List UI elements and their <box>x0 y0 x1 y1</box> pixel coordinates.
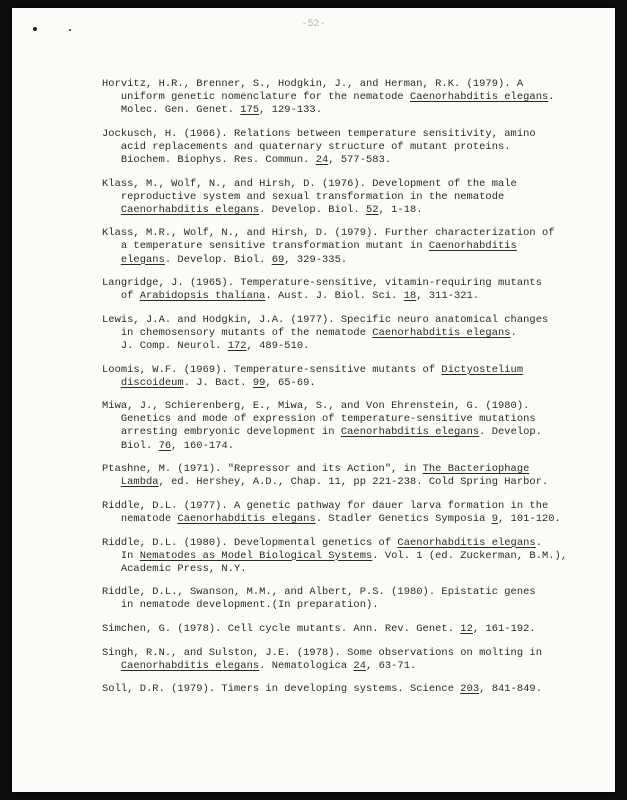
reference-line <box>102 154 572 167</box>
reference-text <box>102 377 121 389</box>
reference-text: . Nematologica <box>259 659 354 672</box>
underlined-text: 24 <box>315 153 329 166</box>
underlined-text: discoideum <box>120 376 184 389</box>
reference-text: J. Comp. Neurol. <box>102 340 228 352</box>
reference-entry <box>102 364 572 390</box>
reference-text: , ed. Hershey, A.D., Chap. 11, pp 221-238. Cold Spring Harbor. <box>158 476 549 489</box>
reference-text: Horvitz, H.R., Brenner, S., Hodgkin, J., and Herman, R.K. (1979). A <box>102 78 524 90</box>
reference-text <box>102 660 121 672</box>
reference-entry <box>102 623 572 636</box>
reference-text: , 311-321. <box>416 290 480 303</box>
reference-line <box>102 128 572 141</box>
reference-line <box>102 623 572 636</box>
underlined-text: 52 <box>366 203 379 216</box>
reference-line <box>102 500 572 513</box>
reference-line <box>102 364 572 377</box>
reference-entry <box>102 78 572 117</box>
reference-text: Ptashne, M. (1971). "Repressor and its Action", in <box>102 463 423 476</box>
reference-line <box>102 104 572 117</box>
reference-line <box>102 191 572 204</box>
reference-text: Loomis, W.F. (1969). Temperature-sensitive mutants of <box>102 363 442 376</box>
reference-text: Klass, M., Wolf, N., and Hirsh, D. (1976). Development of the male <box>102 177 517 190</box>
reference-entry <box>102 463 572 489</box>
reference-line <box>102 240 572 253</box>
reference-line <box>102 426 572 439</box>
reference-entry <box>102 537 572 576</box>
reference-text: . Aust. J. Biol. Sci. <box>265 290 404 303</box>
reference-line <box>102 463 572 476</box>
underlined-text: 69 <box>271 253 285 266</box>
reference-text: in nematode development.(In preparation). <box>102 599 379 612</box>
reference-text: . Stadler Genetics Symposia <box>315 512 492 525</box>
reference-entry <box>102 500 572 526</box>
reference-text: . <box>548 91 555 104</box>
reference-text: in chemosensory mutants of the nematode <box>102 326 373 339</box>
reference-text: nematode <box>102 512 178 525</box>
reference-text: , 160-174. <box>171 439 235 452</box>
reference-line <box>102 599 572 612</box>
reference-text: . <box>510 326 517 339</box>
reference-text <box>102 476 121 488</box>
reference-text: . J. Bact. <box>183 376 253 389</box>
reference-line <box>102 314 572 327</box>
document-page <box>12 8 615 792</box>
underlined-text: 76 <box>158 439 172 452</box>
underlined-text: 9 <box>491 512 499 525</box>
underlined-text: Caenorhabditis elegans <box>372 326 511 339</box>
reference-line <box>102 377 572 390</box>
reference-line <box>102 440 572 453</box>
reference-text: , 63-71. <box>366 659 417 672</box>
reference-text: Simchen, G. (1978). Cell cycle mutants. Ann. Rev. Genet. <box>102 623 461 635</box>
underlined-text: Arabidopsis thaliana <box>139 290 266 303</box>
reference-text: , 577-583. <box>328 153 392 166</box>
reference-line <box>102 327 572 340</box>
reference-text: Biochem. Biophys. Res. Commun. <box>102 153 316 166</box>
reference-text: Miwa, J., Schierenberg, E., Miwa, S., and Von Ehrenstein, G. (1980). <box>102 400 530 413</box>
reference-text: Klass, M.R., Wolf, N., and Hirsh, D. (1979). Further characterization of <box>102 227 555 240</box>
reference-line <box>102 413 572 426</box>
reference-text: Jockusch, H. (1966). Relations between temperature sensitivity, amino <box>102 127 536 140</box>
reference-line <box>102 91 572 104</box>
reference-text: , 129-133. <box>259 104 322 117</box>
reference-text: Langridge, J. (1965). Temperature-sensitive, vitamin-requiring mutants <box>102 277 542 290</box>
reference-text: Lewis, J.A. and Hodgkin, J.A. (1977). Specific neuro anatomical changes <box>102 313 549 326</box>
reference-entry <box>102 314 572 353</box>
reference-line <box>102 476 572 489</box>
underlined-text: 203 <box>460 683 480 696</box>
reference-line <box>102 204 572 217</box>
reference-text: Singh, R.N., and Sulston, J.E. (1978). Some observations on molting in <box>102 646 542 659</box>
reference-text: Biol. <box>102 439 159 452</box>
reference-text <box>102 204 121 216</box>
underlined-text: elegans <box>120 253 165 266</box>
reference-line <box>102 550 572 563</box>
reference-entry <box>102 400 572 452</box>
reference-entry <box>102 128 572 167</box>
reference-line <box>102 400 572 413</box>
reference-text: arresting embryonic development in <box>102 426 341 439</box>
reference-line <box>102 647 572 660</box>
reference-text: , 65-69. <box>265 376 316 389</box>
reference-line <box>102 254 572 267</box>
reference-text: , 841-849. <box>479 683 542 696</box>
reference-line <box>102 660 572 673</box>
underlined-text: 24 <box>353 659 366 672</box>
reference-text: . Develop. Biol. <box>259 203 366 216</box>
underlined-text: Dictyostelium <box>441 363 524 376</box>
reference-text: Riddle, D.L. (1980). Developmental genetics of <box>102 536 398 549</box>
reference-text: , 489-510. <box>246 340 310 352</box>
reference-text: Riddle, D.L. (1977). A genetic pathway for dauer larva formation in the <box>102 499 549 512</box>
underlined-text: 12 <box>460 623 473 635</box>
underlined-text: Caenorhabditis elegans <box>397 536 536 549</box>
reference-line <box>102 537 572 550</box>
page-number: -52- <box>301 19 326 30</box>
reference-entry <box>102 178 572 217</box>
reference-text: . Develop. Biol. <box>164 253 272 266</box>
reference-line <box>102 178 572 191</box>
reference-text: . Vol. 1 (ed. Zuckerman, B.M.), <box>372 549 568 562</box>
reference-line <box>102 78 572 91</box>
reference-entry <box>102 277 572 303</box>
reference-entry <box>102 683 572 696</box>
reference-text: reproductive system and sexual transformation in the nematode <box>102 190 505 203</box>
reference-line <box>102 227 572 240</box>
reference-text: , 329-335. <box>284 253 348 266</box>
reference-line <box>102 563 572 576</box>
reference-text: acid replacements and quaternary structure of mutant proteins. <box>102 140 511 153</box>
reference-text: In <box>102 549 140 562</box>
reference-entry <box>102 586 572 612</box>
reference-line <box>102 277 572 290</box>
reference-entry <box>102 227 572 266</box>
reference-text: . Develop. <box>479 426 542 439</box>
underlined-text: 172 <box>227 340 247 352</box>
reference-text: Academic Press, N.Y. <box>102 562 247 575</box>
reference-text: Genetics and mode of expression of temperature-sensitive mutations <box>102 413 536 426</box>
reference-text: Riddle, D.L., Swanson, M.M., and Albert, P.S. (1980). Epistatic genes <box>102 586 536 599</box>
underlined-text: Caenorhabditis elegans <box>340 426 480 439</box>
underlined-text: Caenorhabditis elegans <box>409 91 549 104</box>
reference-text: of <box>102 290 140 303</box>
reference-text: , 161-192. <box>472 623 536 635</box>
reference-text: , 101-120. <box>498 512 561 525</box>
reference-text: . <box>535 536 542 549</box>
underlined-text: Caenorhabditis elegans <box>120 659 260 672</box>
reference-line <box>102 513 572 526</box>
reference-text: Molec. Gen. Genet. <box>102 104 241 117</box>
underlined-text: Nematodes as Model Biological Systems <box>139 549 373 562</box>
reference-line <box>102 586 572 599</box>
underlined-text: The Bacteriophage <box>422 463 530 476</box>
reference-text: uniform genetic nomenclature for the nematode <box>102 91 410 104</box>
underlined-text: 99 <box>252 376 266 389</box>
reference-line <box>102 141 572 154</box>
reference-line <box>102 290 572 303</box>
reference-line <box>102 683 572 696</box>
reference-entry <box>102 647 572 673</box>
reference-text: Soll, D.R. (1979). Timers in developing systems. Science <box>102 683 461 696</box>
underlined-text: 18 <box>403 290 417 303</box>
reference-text: a temperature sensitive transformation mutant in <box>102 240 429 253</box>
reference-text: , 1-18. <box>378 203 423 216</box>
underlined-text: Lambda <box>120 476 159 489</box>
reference-list <box>102 78 572 696</box>
underlined-text: Caenorhabditis <box>428 240 517 253</box>
reference-text <box>102 254 121 266</box>
underlined-text: 175 <box>240 104 260 117</box>
underlined-text: Caenorhabditis elegans <box>177 512 316 525</box>
underlined-text: Caenorhabditis elegans <box>120 203 260 216</box>
reference-line <box>102 340 572 353</box>
